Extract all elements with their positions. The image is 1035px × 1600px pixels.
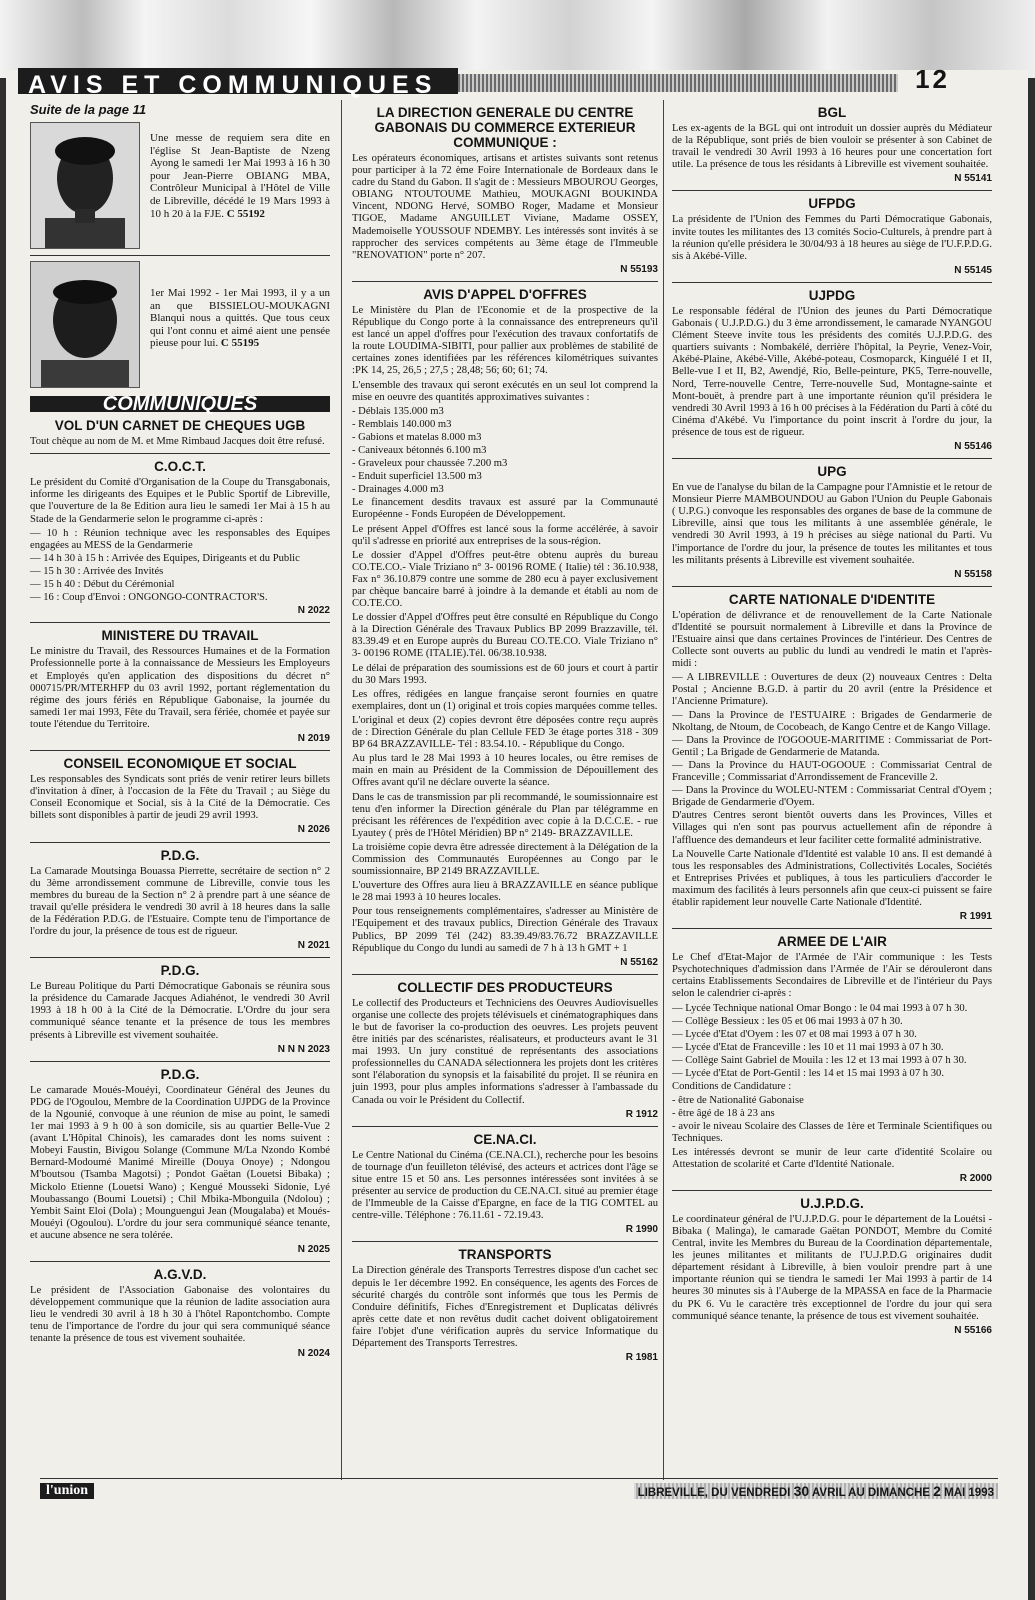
notice-title: UJPDG <box>808 287 856 303</box>
divider <box>352 281 658 282</box>
centres-list <box>672 672 992 809</box>
notice-ref: N 2024 <box>297 1347 330 1359</box>
notice-ref: N 55141 <box>954 173 992 185</box>
notice-text: Les responsables des Syndicats sont priés de venir retirer leurs billets d'invitation à dîner, à l'occasion de la Fête du Travail ; au Siège du Conseil Economique et Social, sis à la Cité de la Démocratie. Ces billets sont disponibles à partir de jeudi 29 avril 1993. <box>30 774 330 822</box>
notice-text: Le Bureau Politique du Parti Démocratique Gabonais se réunira sous la présidence du Camarade Jacques Adiahénot, le vendredi 30 Avril 1993 à 18 h 00 à la Cité de la Démocratie. L'Ordre du jour sera communiqué séance tenante et la présence de tous les membres présents à Libreville est vivement souhaitée. <box>30 981 330 1041</box>
notice-text: Les intéressés devront se munir de leur carte d'identité Scolaire ou Attestation de scolarité et Carte d'Identité Nationale. <box>672 1146 992 1170</box>
notice-title: CE.NA.CI. <box>473 1131 537 1147</box>
list-item: - Drainages 4.000 m3 <box>352 484 444 496</box>
notice-title: C.O.C.T. <box>154 459 206 475</box>
notice-text: Le responsable fédéral de l'Union des jeunes du Parti Démocratique Gabonais ( U.J.P.D.G.) du 3 ème arrondissement, le camarade NYANGOU Clément Steeve invite tous les présidents des comités U.J.P.D.G. des quartiers suivants : Nombakélé, derrière l'hôpital, la Peyrie, Venez-Voir, Akébé-Plaine, Akébé-Ville, Akébé-poteau, Cosmoparck, Kinguélé I et II, Belle-vue I et II, B2, Awendjé, Rio, Belle-peinture, PK5, Terre-nouvelle, Nord, Terre-nouvelle Centre, Terre-nouvelle Sud, Montagne-sainte et Mont-bouët, à prendre part à une importante réunion qu'il présidera le vendredi 30 Avril 1993 à 16 h 00 précises à la Fédération du Parti à côté du Cinéma d'Akébé. Vu l'importance du point inscrit à l'ordre du jour, la présence de tous est de rigueur. <box>672 305 992 438</box>
notice-text: L'original et deux (2) copies devront être déposées contre reçu auprès de : Direction Générale du plan Cellule FED 3e étage portes 318 - 309 BP 64 BRAZZAVILLE- Tél : 83.54.10. - République du Congo. <box>352 714 658 751</box>
masthead <box>18 62 1000 99</box>
list-item: - être âgé de 18 à 23 ans <box>672 1108 775 1120</box>
list-item: — 16 : Coup d'Envoi : ONGONGO-CONTRACTOR'S. <box>30 592 268 604</box>
notice-text: L'ensemble des travaux qui seront exécutés en un seul lot comprend la mise en oeuvre des quantités approximatives suivantes : <box>352 379 658 403</box>
portrait-photo <box>30 122 140 249</box>
list-item: — 10 h : Réunion technique avec les responsables des Equipes engagées au MESS de la Gendarmerie <box>30 527 330 551</box>
column-right <box>672 100 992 1340</box>
obituary-2 <box>30 261 330 388</box>
obituary-ref: C 55195 <box>220 337 260 350</box>
divider <box>352 974 658 975</box>
divider <box>672 1190 992 1191</box>
conditions-list <box>672 1095 992 1145</box>
page-footer <box>40 1478 998 1501</box>
notice-ref: R 1912 <box>625 1108 658 1120</box>
notice-title: ARMEE DE L'AIR <box>777 934 887 950</box>
divider <box>30 622 330 623</box>
notice-text: Tout chèque au nom de M. et Mme Rimbaud Jacques doit être refusé. <box>30 436 325 448</box>
notice-ref: N 55162 <box>620 956 658 968</box>
portrait-photo <box>30 261 140 388</box>
list-item: — 15 h 30 : Arrivée des Invités <box>30 565 164 577</box>
notice-text: Pour tous renseignements complémentaires, s'adresser au Ministère de l'Equipement et des travaux publics, Direction Générale des Travaux Publics, BP 2099 Tél (242) 83.39.49/83.76.72 BRAZZAVILLE République du Congo du lundi au samedi de 7 h à 13 h GMT + 1 <box>352 906 658 954</box>
notice-title: COLLECTIF DES PRODUCTEURS <box>397 979 613 995</box>
notice-title: P.D.G. <box>160 847 200 863</box>
list-item: — Dans la Province du HAUT-OGOOUE : Commissariat Central de Franceville ; Commissariat d'Arrondissement de Franceville 2. <box>672 759 992 784</box>
list-item: — Lycée d'Etat d'Oyem : les 07 et 08 mai 1993 à 07 h 30. <box>672 1028 917 1040</box>
notice-text: En vue de l'analyse du bilan de la Campagne pour l'Amnistie et le retour de Monsieur Pierre MAMBOUNDOU au Gabon l'Union du Peuple Gabonais ( U.P.G.) convoque les responsables des organes de base de la commune de Libreville, ainsi que tous les militants à une assemblée générale, le vendredi 30 Avril 1993, à 19 h précises au siège national du Parti. Vu l'importance de l'ordre du jour, la présence de toutes les militantes et tous les militants présents à Libreville est vivement souhaitée. <box>672 482 992 566</box>
notice-title: P.D.G. <box>160 963 200 979</box>
notice-title: U.J.P.D.G. <box>800 1195 864 1211</box>
notice-ref: N 2022 <box>297 605 330 617</box>
notice-ref: R 2000 <box>959 1172 992 1184</box>
list-item: — Dans la Province de l'OGOOUE-MARITIME : Commissariat de Port-Gentil ; La Brigade de Gendarmerie de Matanda. <box>672 734 992 758</box>
notice-title: CARTE NATIONALE D'IDENTITE <box>728 591 936 607</box>
notice-text: Le Chef d'Etat-Major de l'Armée de l'Air communique : les Tests Psychotechniques d'admission dans l'Armée de l'Air se dérouleront dans certains Etablissements Secondaires de Libreville et de l'intérieur du Pays selon le calendrier ci-après : <box>672 952 992 1000</box>
list-item: - Enduit superficiel 13.500 m3 <box>352 471 482 483</box>
notice-title: UFPDG <box>808 196 856 212</box>
list-item: - Déblais 135.000 m3 <box>352 405 444 417</box>
divider <box>30 750 330 751</box>
notice-title: BGL <box>817 105 847 120</box>
list-item: - avoir le niveau Scolaire des Classes de 1ère et Terminale Scientifiques ou Techniques. <box>672 1121 992 1145</box>
date-day-end: 2 <box>933 1483 941 1499</box>
page-number: 12 <box>915 64 950 94</box>
notice-ref: N 55146 <box>954 440 992 452</box>
notice-text: Le camarade Moués-Mouéyi, Coordinateur Général des Jeunes du PDG de l'Ogoulou, Membre de la Coordination UJPDG de la Province de la Ngounié, convoque à une réunion de mise au point, le samedi 1er mai 1993 à 9 h 00 à son domicile, sis au quartier Belle-Vue 2 (avant L'Hôpital Chinois), les camarades dont les noms suivent : Mobeyi Faustin, Bivigou Solange (Commune M/La Nzondo Kombé Bernard-Modoumé Manimé Mireille (Douya Onoye) ; Ndongou M'boutsou (Tsamba Magotsi) ; Pondot Gaëtan (Louetsi Bibaka) ; Mickolo Etienne (Louetsi Wano) ; Kengué Mousseki Sidonie, Lyé Moubassango (Boumi Louetsi) ; Chil Mbika-Mbonguila (Ndolou) ; Yembit Saint Eloi (Dola) ; Mounguengui Jean (Mougalaba) et Moués-Mouéyi (Ogoulou). L'ordre du jour sera communiqué séance tenante, et aucune absence ne sera tolérée. <box>30 1084 330 1241</box>
list-item: — Lycée d'Etat de Franceville : les 10 et 11 mai 1993 à 07 h 30. <box>672 1041 944 1053</box>
notice-ref: R 1981 <box>625 1352 658 1364</box>
divider <box>672 586 992 587</box>
divider <box>30 1061 330 1062</box>
notice-text: Le dossier d'Appel d'Offres peut être consulté en République du Congo à la Direction Générale des Travaux Publics BP 2099 Brazzaville, tél. 83.39.49 et en Europe auprès du Bureau CO.TE.CO. Viale Triziano n° 3- 00196 ROME (ITALIE).Tél. 06/38.10.938. <box>352 612 658 660</box>
notice-text: Le président du Comité d'Organisation de la Coupe du Transgabonais, informe les dirigeants des Equipes et le Public Sportif de Libreville, que l'ouverture de la 8e Edition aura lieu le samedi 1er Mai à 15 h au Stade de la Gendarmerie selon le programme ci-après : <box>30 477 330 525</box>
notice-text: L'opération de délivrance et de renouvellement de la Carte Nationale d'Identité se poursuit normalement à Libreville et dans la Province de l'Estuaire ainsi que dans certaines Provinces de l'intérieur. Des Centres de Collecte sont ouverts au public du lundi au vendredi le matin et l'après-midi : <box>672 609 992 670</box>
notice-text: La Camarade Moutsinga Bouassa Pierrette, secrétaire de section n° 2 du 3ème arrondissement commune de Libreville, convie tous les membres du bureau de la Section n° 2 à prendre part à une séance de travail qu'elle présidera le vendredi 30 avril à 18 heures dans la salle de la Fédération P.D.G. de l'Estuaire. Compte tenu de l'importance de l'ordre du jour, la présence de tous est de rigueur. <box>30 865 330 937</box>
obituary-text: Une messe de requiem sera dite en l'église St Jean-Baptiste de Nzeng Ayong le samedi 1er Mai 1993 à 16 h 30 pour Jean-Pierre OBIANG MBA, Contrôleur Municipal à l'Hôtel de Ville de Libreville, décédé le 19 Mars 1993 à 10 h 20 à la FJE. <box>150 132 330 220</box>
notice-ref: N 55193 <box>620 263 658 275</box>
notice-text: La troisième copie devra être adressée directement à la Délégation de la Commission des Communautés Européennes au Congo par le soumissionnaire, BP 2149 BRAZZAVILLE. <box>352 841 658 878</box>
list-item: - Gabions et matelas 8.000 m3 <box>352 431 482 443</box>
column-left <box>30 100 330 1363</box>
divider <box>30 1261 330 1262</box>
divider <box>352 1241 658 1242</box>
masthead-bar <box>18 68 458 99</box>
notice-text: Le présent Appel d'Offres est lancé sous la forme accélérée, à savoir qu'il s'adresse en priorité aux entreprises de la sous-région. <box>352 523 658 547</box>
notice-text: L'ouverture des Offres aura lieu à BRAZZAVILLE en séance publique le 28 mai 1993 à 10 heures locales. <box>352 880 658 904</box>
notice-text: Le président de l'Association Gabonaise des volontaires du développement communique que la réunion de ladite association aura lieu le vendredi 30 avril à 18 h 30 à l'hôtel Rapontchombo. Compte tenu de l'importance de l'ordre du jour qui sera communiqué séance tenante la présence de tous est vivement souhaitée. <box>30 1285 330 1345</box>
list-item: - Caniveaux bétonnés 6.100 m3 <box>352 444 487 456</box>
notice-text: Le Centre National du Cinéma (CE.NA.CI.), recherche pour les besoins de tournage d'un feuilleton télévisé, des acteurs et actrices dont l'âge se situe entre 15 et 50 ans. Les personnes intéressées sont invitées à se présenter au service de production du CE.NA.CI. situé au premier étage de l'Immeuble de la Caisse d'Epargne, en face de la TIG COMTEL au centre-ville. Téléphone : 76.11.61 - 72.19.43. <box>352 1149 658 1222</box>
notice-text: Les ex-agents de la BGL qui ont introduit un dossier auprès du Médiateur de la République, sont priés de bien vouloir se présenter à son Cabinet de travail le vendredi 30 Avril 1993 à 16 heures pour une concertation fort utile. La présence de tous les résidants à Libreville est vivement souhaitée. <box>672 123 992 171</box>
newspaper-name: l'union <box>40 1483 94 1499</box>
section-title: AVIS ET COMMUNIQUES <box>28 71 438 99</box>
list-item: — Lycée Technique national Omar Bongo : le 04 mai 1993 à 07 h 30. <box>672 1002 968 1014</box>
notice-text: Dans le cas de transmission par pli recommandé, le soumissionnaire est tenu d'en informer la Direction générale du Plan par télégramme en précisant les références de l'expédition avec copie à la D.C.C.E. - rue Lyautey ( près de l'Hôtel Méridien) BP n° 2149- BRAZZAVILLE. <box>352 791 658 839</box>
list-item: — Collège Saint Gabriel de Mouila : les 12 et 13 mai 1993 à 07 h 30. <box>672 1054 967 1066</box>
obituary-ref: C 55192 <box>226 207 265 220</box>
obituary-text: 1er Mai 1992 - 1er Mai 1993, il y a un an que BISSIELOU-MOUKAGNI Blanqui nous a quittés. Que tous ceux qui l'ont connu et aimé aient une pensée pieuse pour lui. <box>150 287 330 350</box>
notice-text: La Nouvelle Carte Nationale d'Identité est valable 10 ans. Il est demandé à tous les responsables des Administrations, Collectivités Locales, Sociétés et Entreprises Privées et publiques, à tous les particuliers d'accorder le maximum des facilités à leurs personnels afin que ceux-ci puissent se faire établir rapidement leur nouvelle Carte Nationale d'Identité. <box>672 848 992 908</box>
divider <box>672 190 992 191</box>
notice-ref: N 55145 <box>954 264 992 276</box>
notice-text: Le financement desdits travaux est assuré par la Communauté Européenne - Fonds Européen de Développement. <box>352 497 658 521</box>
continuation-note: Suite de la page 11 <box>30 102 147 117</box>
notice-text: Le coordinateur général de l'U.J.P.D.G. pour le département de la Louétsi - Bibaka ( Malinga), le camarade Gaëtan PONDOT, Membre du Comité Central, invite les Membres du Bureau de la Coordination départementale, les jeunes militantes et militants de l'U.J.P.D.G originaires dudit département résidant à Libreville, à bien vouloir prendre part à une importante réunion qui se tiendra le samedi 1er Mai 1993 à partir de 14 heures 30 minutes sis à l'Auberge de la MPASSA en face de la Pharmacie du PK 6. Vu le caractère très exceptionnel de l'ordre du jour qui sera communiqué séance tenante, la présence de tous est vivement souhaitée. <box>672 1213 992 1322</box>
date-end: MAI 1993 <box>944 1487 994 1499</box>
notice-text: Le collectif des Producteurs et Techniciens des Oeuvres Audiovisuelles organise une collecte des projets télévisuels et cinématographiques dans le but de favoriser la co-production des oeuvres. Les projets peuvent être initiés par des scénaristes, réalisateurs, et producteurs avant le 31 mai 1993. Un jury constitué de représentants des associations professionnelles du CANADA sélectionnera les projets dont les critères sont l'élaboration du synopsis et la faisabilité du projet. Il se réunira en juin 1993, pour plus amples informations s'adresser à l'ambassade du Canada ou voir le Président du Collectif. <box>352 997 658 1106</box>
column-divider <box>663 100 664 1480</box>
notice-ref: N 55166 <box>954 1324 992 1336</box>
obituary-1 <box>30 122 330 249</box>
list-item: — 14 h 30 à 15 h : Arrivée des Equipes, Dirigeants et du Public <box>30 552 300 564</box>
notice-ref: N 2025 <box>297 1243 330 1255</box>
notice-text: La présidente de l'Union des Femmes du Parti Démocratique Gabonais, invite toutes les militantes des 13 comités Socio-Culturels, à prendre part à la réunion qu'elle présidera le 30/04/93 à 18 heures au siège de l'U.F.P.D.G. sis à Akébé-Ville. <box>672 214 992 262</box>
conditions-title: Conditions de Candidature : <box>672 1081 792 1093</box>
program-list <box>30 528 330 605</box>
column-divider <box>341 100 342 1480</box>
date-day-start: 30 <box>793 1483 810 1499</box>
notice-ref: N 2026 <box>297 824 330 836</box>
list-item: - être de Nationalité Gabonaise <box>672 1095 804 1107</box>
notice-text: Les offres, rédigées en langue française seront fournies en quatre exemplaires, dont un (1) original et trois copies marquées comme telles. <box>352 688 658 712</box>
column-middle <box>352 100 658 1367</box>
notice-ref: N N N 2023 <box>277 1043 330 1055</box>
list-item: - Graveleux pour chaussée 7.200 m3 <box>352 458 508 470</box>
divider <box>30 842 330 843</box>
divider <box>30 957 330 958</box>
list-item: — 15 h 40 : Début du Cérémonial <box>30 579 175 591</box>
notice-title: AVIS D'APPEL D'OFFRES <box>423 286 587 302</box>
divider <box>352 1126 658 1127</box>
portrait-image <box>31 262 139 387</box>
notice-text: Le ministre du Travail, des Ressources Humaines et de la Formation Professionnelle porte à la connaissance de Messieurs les Employeurs et Employés qu'en application des dispositions du décret n° 000715/PR/MTERHFP du 03 avril 1992, portant réglementation du régime des jours fériés en République Gabonaise, la journée du samedi 1er mai 1993, Fête du Travail, sera fériée, chomée et payée sur toute l'étendue du Territoire. <box>30 646 330 730</box>
notice-text: Le délai de préparation des soumissions est de 60 jours et court à partir du 30 Mars 1993. <box>352 662 658 686</box>
list-item: — A LIBREVILLE : Ouvertures de deux (2) nouveaux Centres : Delta Postal ; Ancienne B.G.D. à partir du 20 avril (entre la Présidence et l'Ancienne Primature). <box>672 672 992 708</box>
notice-text: D'autres Centres seront bientôt ouverts dans les Provinces, Villes et Villages qui n'en sont pas pourvus actuellement afin de répondre à l'affluence des demandeurs et leur faciliter cette formalité administrative. <box>672 810 992 846</box>
notice-ref: N 55158 <box>954 568 992 580</box>
divider <box>30 453 330 454</box>
notice-text: Les opérateurs économiques, artisans et artistes suivants sont retenus pour participer à la 72 ème Foire Internationale de Bordeaux dans le cadre du Stand du Gabon. Il s'agit de : Messieurs MBOUROU Georges, OBIANG NTOUTOUME Mathieu, MOUKAGNI BOUKINDA Vincent, NDONG Hervé, SOMBO Roger, Madame et Monsieur TIGOE, Madame ANGUILLET Viviane, Madame OSSEY, Mademoiselle YOUSSOUF NDEMBY. Les intéressés sont invités à se rapprocher des services compétents au 3ème étage de l'Immeuble "RENOVATION" porte n° 207. <box>352 153 658 261</box>
divider <box>30 255 330 256</box>
notice-title: LA DIRECTION GENERALE DU CENTRE GABONAIS DU COMMERCE EXTERIEUR COMMUNIQUE : <box>374 105 636 150</box>
divider <box>672 928 992 929</box>
notice-ref: R 1990 <box>625 1224 658 1236</box>
notice-ref: R 1991 <box>959 911 992 923</box>
portrait-image <box>31 123 139 248</box>
divider <box>672 282 992 283</box>
list-item: — Collège Bessieux : les 05 et 06 mai 1993 à 07 h 30. <box>672 1015 903 1027</box>
notice-text: La Direction générale des Transports Terrestres dispose d'un cachet sec depuis le 1er décembre 1992. En conséquence, les agents des Forces de sécurité chargés du contrôle sont informés que tous les Permis de Conduire définitifs, Fiches d'Enregistrement et Duplicatas délivrés après cette date et non revêtus dudit cachet doivent obligatoirement faire l'objet d'une vérification auprès du service Informatique du Département des Transports Terrestres. <box>352 1265 658 1349</box>
masthead-stripe <box>458 74 898 92</box>
schedule-list <box>672 1003 992 1081</box>
list-item: — Lycée d'Etat de Port-Gentil : les 14 et 15 mai 1993 à 07 h 30. <box>672 1068 944 1079</box>
divider <box>672 458 992 459</box>
notice-title: A.G.V.D. <box>153 1267 207 1283</box>
notice-title: P.D.G. <box>160 1066 200 1082</box>
notice-title: UPG <box>817 464 847 480</box>
notice-ref: N 2019 <box>297 732 330 744</box>
notice-title: VOL D'UN CARNET DE CHEQUES UGB <box>54 418 306 434</box>
list-item: — Dans la Province de l'ESTUAIRE : Brigades de Gendarmerie de Nkoltang, de Ntoum, de Cocobeach, de Kango Centre et de Kango Village. <box>672 709 992 733</box>
notice-ref: N 2021 <box>297 940 330 952</box>
quantities-list <box>352 406 658 497</box>
notice-text: Le dossier d'Appel d'Offres peut-être obtenu auprès du bureau CO.TE.CO.- Viale Triziano n° 3- 00196 ROME ( Italie) tél : 36.10.938, Fax n° 36.10.879 contre une somme de 280 ecu à payer exclusivement par chèque bancaire barré à joindre à la demande et établi au nom de CO.TE.CO. <box>352 549 658 610</box>
issue-date <box>634 1483 998 1499</box>
communiques-banner: COMMUNIQUÉS <box>30 396 330 412</box>
list-item: - Remblais 140.000 m3 <box>352 418 452 430</box>
notice-title: MINISTERE DU TRAVAIL <box>101 628 259 644</box>
list-item: — Dans la Province du WOLEU-NTEM : Commissariat Central d'Oyem ; Brigade de Gendarmerie d'Oyem. <box>672 785 992 809</box>
date-prefix: LIBREVILLE, DU VENDREDI <box>637 1487 791 1499</box>
notice-text: Le Ministère du Plan de l'Economie et de la prospective de la République du Congo porte à la connaissance des entrepreneurs qu'il est lancé un appel d'offres pour l'exécution des travaux confortatifs de la route LOUDIMA-SIBITI, pour pallier aux problèmes de stabilité de certaines zones identifiées par les références kilométriques suivantes :PK 14, 25, 26,5 ; 27,5 ; 28,48; 56; 60; 61; 74. <box>352 304 658 377</box>
notice-text: Au plus tard le 28 Mai 1993 à 10 heures locales, ou être remises de main en main au Président de la Commission de Dépouillement des Offres avant qu'il ne déclare ouverte la séance. <box>352 753 658 789</box>
notice-title: CONSEIL ECONOMIQUE ET SOCIAL <box>63 756 297 772</box>
notice-title: TRANSPORTS <box>458 1247 552 1263</box>
date-mid: AVRIL AU DIMANCHE <box>811 1487 930 1499</box>
